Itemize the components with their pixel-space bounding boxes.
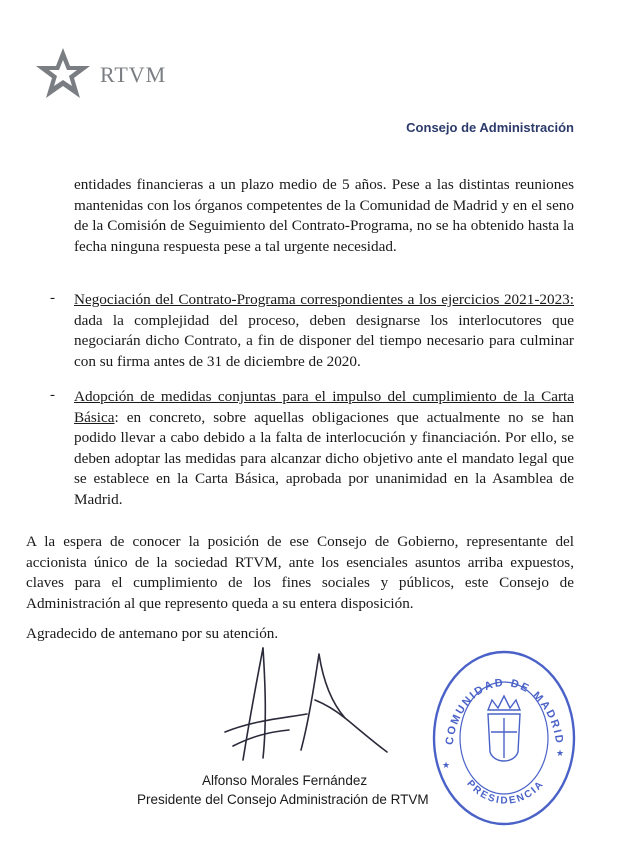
thanks-line: Agradecido de antemano por su atención. <box>26 625 279 642</box>
svg-text:PRESIDENCIA: PRESIDENCIA <box>464 778 547 807</box>
star-icon: ★ <box>442 761 451 771</box>
list-item-heading: Negociación del Contrato-Programa correspondientes a los ejercicios 2021-2023: <box>74 291 574 308</box>
bullet-marker: - <box>50 387 55 403</box>
logo-text: RTVM <box>100 62 167 87</box>
signatory-name: Alfonso Morales Fernández <box>202 773 368 788</box>
list-item-contrato-programa <box>74 290 574 372</box>
closing-paragraph: A la espera de conocer la posición de ese Consejo de Gobierno, representante del accionista único de la sociedad RTVM, ante los esenciales asuntos arriba expuestos, claves para el cumplimiento de los fines sociales y públicos, este Consejo de Administración al que represento queda a su entera disposición. <box>26 533 574 612</box>
signatory-title: Presidente del Consejo Administración de RTVM <box>137 792 429 807</box>
rtvm-logo <box>32 46 172 102</box>
list-item-text: dada la complejidad del proceso, deben designarse los interlocutores que negociarán dicho Contrato, a fin de disponer del tiempo necesario para culminar con su firma antes de 31 de diciembre de 2020. <box>74 311 574 370</box>
svg-text:COMUNIDAD DE MADRID: COMUNIDAD DE MADRID <box>443 676 566 746</box>
official-stamp <box>428 648 578 830</box>
department-heading: Consejo de Administración <box>406 120 574 135</box>
continued-paragraph: entidades financieras a un plazo medio de 5 años. Pese a las distintas reuniones mantenidas con los órganos competentes de la Comunidad de Madrid y en el seno de la Comisión de Seguimiento del Contrato-Programa, no se ha obtenido hasta la fecha ninguna respuesta pese a tal urgente necesidad. <box>74 176 574 255</box>
list-item-carta-basica <box>74 387 574 510</box>
bullet-marker: - <box>50 290 55 306</box>
handwritten-signature <box>205 640 395 770</box>
list-item-heading: Adopción de medidas conjuntas para el impulso del cumplimiento de la Carta Básica <box>74 388 574 426</box>
star-icon: ★ <box>556 749 565 759</box>
star-logo-icon <box>32 46 94 102</box>
list-item-text: : en concreto, sobre aquellas obligaciones que actualmente no se han podido llevar a cabo debido a la falta de interlocución y financiación. Por ello, se deben adoptar las medidas para alcanzar dicho objetivo ante el mandato legal que se establece en la Carta Básica, aprobada por unanimidad en la Asamblea de Madrid. <box>74 408 574 508</box>
crown-emblem-icon <box>488 696 520 761</box>
